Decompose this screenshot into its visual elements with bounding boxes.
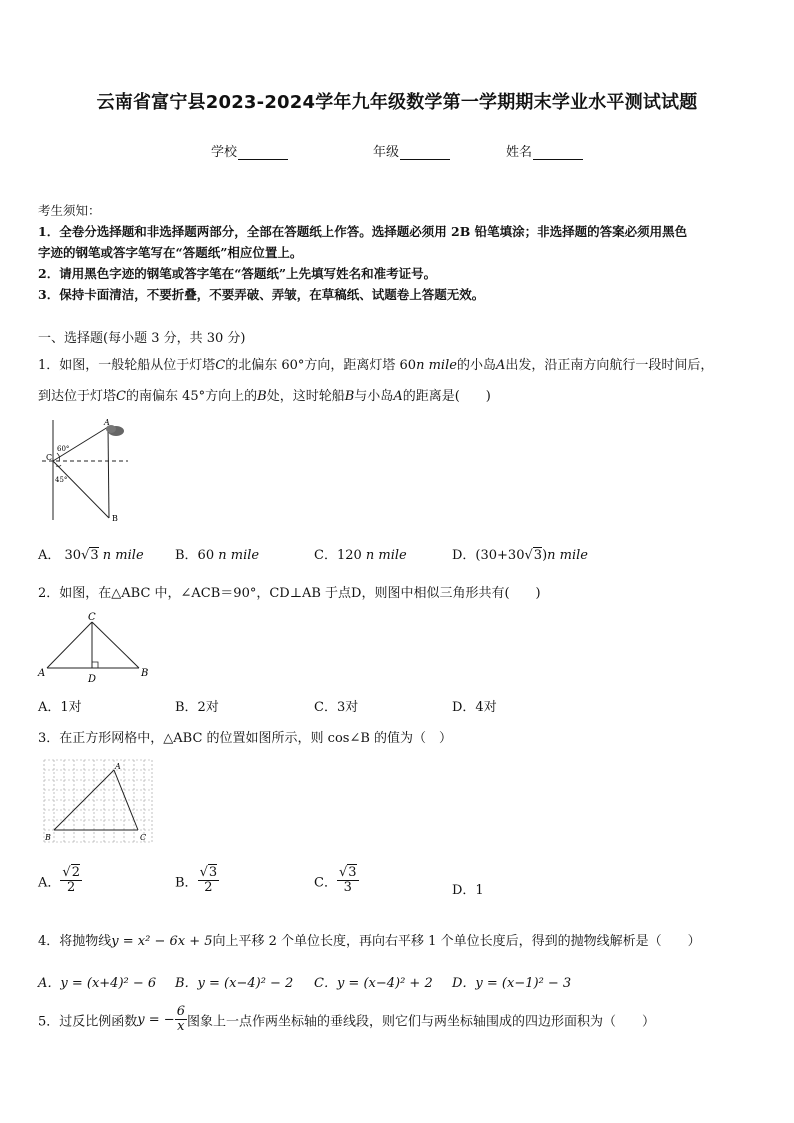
- q3-stem: 3．在正方形网格中，△ABC 的位置如图所示，则 cos∠B 的值为（ ）: [38, 731, 453, 746]
- notice-item-1a: 1．全卷分选择题和非选择题两部分，全部在答题纸上作答。选择题必须用 2B 铅笔填涂；非选择题的答案必须用黑色: [38, 224, 688, 239]
- section-heading: 一、选择题(每小题 3 分，共 30 分): [38, 331, 246, 346]
- q1-label-C: C: [46, 453, 53, 462]
- grade-field[interactable]: [373, 141, 450, 160]
- q4-option-d[interactable]: D．y = (x−1)² − 3: [452, 976, 572, 991]
- q1-line1: 1．如图，一般轮船从位于灯塔C的北偏东 60°方向，距离灯塔 60n mile的小岛A出发，沿正南方向航行一段时间后，: [38, 358, 714, 373]
- q4-option-c[interactable]: C．y = (x−4)² + 2: [314, 976, 433, 991]
- q1-option-a[interactable]: A． 30√3 n mile: [38, 548, 144, 563]
- q2-stem: 2．如图，在△ABC 中，∠ACB＝90°，CD⊥AB 于点D，则图中相似三角形共有( ): [38, 586, 541, 601]
- q4-option-b[interactable]: B．y = (x−4)² − 2: [175, 976, 294, 991]
- q3-label-A: A: [115, 762, 121, 771]
- q2-option-c[interactable]: C．3对: [314, 700, 359, 715]
- q3-option-c[interactable]: C． $\frac{√3}{3}$: [314, 865, 357, 896]
- notice-item-1b: 字迹的钢笔或答字笔写在“答题纸”相应位置上。: [38, 245, 303, 260]
- q2-label-D: D: [88, 674, 97, 685]
- q1-option-b[interactable]: B．60 n mile: [175, 548, 260, 563]
- q2-label-B: B: [141, 668, 149, 679]
- q4-option-a[interactable]: A．y = (x+4)² − 6: [38, 976, 157, 991]
- q2-figure: [36, 610, 156, 686]
- q1-option-c[interactable]: C．120 n mile: [314, 548, 407, 563]
- q3-label-C: C: [140, 833, 147, 842]
- notice-item-3: 3．保持卡面清洁，不要折叠，不要弄破、弄皱，在草稿纸、试题卷上答题无效。: [38, 287, 485, 302]
- grade-label: 年级: [373, 145, 400, 160]
- q3-option-a[interactable]: A． $\frac{√2}{2}$: [38, 865, 80, 896]
- q2-option-d[interactable]: D．4对: [452, 700, 497, 715]
- q1-line2: 到达位于灯塔C的南偏东 45°方向上的B处，这时轮船B与小岛A的距离是( ): [38, 389, 491, 404]
- school-label: 学校: [211, 145, 238, 160]
- q4-stem: 4．将抛物线y = x² − 6x + 5向上平移 2 个单位长度，再向右平移 1 个单位长度后，得到的抛物线解析是（ ）: [38, 934, 701, 949]
- name-field[interactable]: [506, 141, 583, 160]
- q3-figure: [42, 758, 154, 846]
- q5-stem: 5．过反比例函数y = − $\frac{6}{x}$ 图象上一点作两坐标轴的垂线段，则它们与两坐标轴围成的四边形面积为（ ）: [38, 1004, 655, 1035]
- page-title: 云南省富宁县2023-2024学年九年级数学第一学期期末学业水平测试试题: [96, 92, 698, 113]
- notice-heading: 考生须知：: [38, 203, 101, 218]
- q1-label-B: B: [112, 514, 118, 523]
- q1-angle-45: 45°: [55, 476, 68, 484]
- q1-figure: [36, 415, 136, 527]
- q1-angle-60: 60°: [57, 445, 70, 453]
- q3-label-B: B: [45, 833, 51, 842]
- q2-label-C: C: [88, 612, 96, 623]
- name-label: 姓名: [506, 145, 533, 160]
- q2-label-A: A: [38, 668, 46, 679]
- q2-option-a[interactable]: A．1对: [38, 700, 82, 715]
- notice-item-2: 2．请用黑色字迹的钢笔或答字笔在“答题纸”上先填写姓名和准考证号。: [38, 266, 437, 281]
- q3-option-d[interactable]: D．1: [452, 883, 484, 898]
- q1-option-d[interactable]: D．(30+30√3)n mile: [452, 548, 588, 563]
- q2-option-b[interactable]: B．2对: [175, 700, 219, 715]
- q3-option-b[interactable]: B． $\frac{√3}{2}$: [175, 865, 218, 896]
- school-field[interactable]: [211, 141, 288, 160]
- q1-label-A: A: [104, 418, 110, 427]
